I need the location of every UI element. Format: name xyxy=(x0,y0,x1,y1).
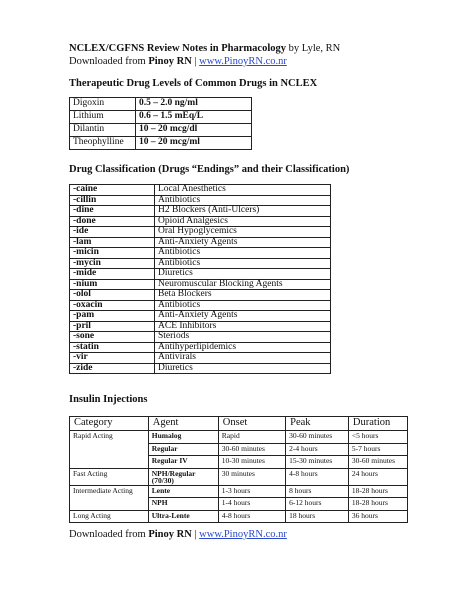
drug-class: Steriods xyxy=(155,332,331,343)
drug-class: ACE Inhibitors xyxy=(155,321,331,332)
drug-ending: -nium xyxy=(70,279,155,290)
insulin-agent: Regular xyxy=(148,443,218,456)
table-row xyxy=(70,269,331,280)
insulin-duration: 5-7 hours xyxy=(348,443,407,456)
drug-class: Diuretics xyxy=(155,363,331,374)
insulin-category: Fast Acting xyxy=(70,468,149,485)
table-row xyxy=(70,311,331,322)
drug-ending: -statin xyxy=(70,342,155,353)
therapeutic-title: Therapeutic Drug Levels of Common Drugs in NCLEX xyxy=(69,78,318,89)
therapeutic-level: 0.5 – 2.0 ng/ml xyxy=(136,98,252,111)
footer-downloaded-from: Downloaded from xyxy=(69,529,146,540)
drug-class: Oral Hypoglycemics xyxy=(155,227,331,238)
table-row xyxy=(70,498,408,511)
insulin-onset: 30-60 minutes xyxy=(218,443,285,456)
insulin-duration: 24 hours xyxy=(348,468,407,485)
table-row xyxy=(70,206,331,217)
table-row xyxy=(70,443,408,456)
source-name: Pinoy RN xyxy=(148,56,192,67)
drug-ending: -sone xyxy=(70,332,155,343)
drug-ending: -cillin xyxy=(70,195,155,206)
table-row xyxy=(70,300,331,311)
drug-class: Antibiotics xyxy=(155,248,331,259)
table-row xyxy=(70,456,408,469)
table-row xyxy=(70,342,331,353)
insulin-agent: Lente xyxy=(148,485,218,498)
table-row xyxy=(70,353,331,364)
footer xyxy=(69,529,287,540)
drug-class: Antibiotics xyxy=(155,300,331,311)
drug-class: Antibiotics xyxy=(155,195,331,206)
insulin-duration: 30-60 minutes xyxy=(348,456,407,469)
drug-class: Antibiotics xyxy=(155,258,331,269)
insulin-peak: 4-8 hours xyxy=(286,468,349,485)
footer-source-link[interactable]: www.PinoyRN.co.nr xyxy=(199,529,287,540)
drug-name: Theophylline xyxy=(70,137,136,150)
insulin-agent: NPH xyxy=(148,498,218,511)
drug-ending: -zide xyxy=(70,363,155,374)
source-link[interactable]: www.PinoyRN.co.nr xyxy=(199,56,287,67)
drug-classification-table xyxy=(69,184,331,374)
table-row xyxy=(70,510,408,523)
column-header: Agent xyxy=(148,417,218,431)
header-title-line xyxy=(69,43,340,54)
insulin-peak: 15-30 minutes xyxy=(286,456,349,469)
drug-ending: -vir xyxy=(70,353,155,364)
drug-ending: -oxacin xyxy=(70,300,155,311)
insulin-category: Long Acting xyxy=(70,510,149,523)
insulin-category: Intermediate Acting xyxy=(70,485,149,498)
insulin-table xyxy=(69,416,408,523)
drug-class: Opioid Analgesics xyxy=(155,216,331,227)
drug-class: Beta Blockers xyxy=(155,290,331,301)
table-row xyxy=(70,111,252,124)
insulin-agent: Humalog xyxy=(148,431,218,444)
therapeutic-levels-table xyxy=(69,97,252,150)
insulin-duration: <5 hours xyxy=(348,431,407,444)
table-row xyxy=(70,237,331,248)
drug-class: H2 Blockers (Anti-Ulcers) xyxy=(155,206,331,217)
insulin-title: Insulin Injections xyxy=(69,394,148,405)
insulin-duration: 18-28 hours xyxy=(348,485,407,498)
table-row xyxy=(70,258,331,269)
column-header: Peak xyxy=(286,417,349,431)
drug-class: Antihyperlipidemics xyxy=(155,342,331,353)
therapeutic-level: 10 – 20 mcg/ml xyxy=(136,137,252,150)
table-row xyxy=(70,195,331,206)
drug-class: Antivirals xyxy=(155,353,331,364)
footer-source-name: Pinoy RN xyxy=(148,529,192,540)
drug-ending: -mide xyxy=(70,269,155,280)
column-header: Duration xyxy=(348,417,407,431)
insulin-peak: 8 hours xyxy=(286,485,349,498)
insulin-category xyxy=(70,498,149,511)
column-header: Category xyxy=(70,417,149,431)
insulin-onset: 1-3 hours xyxy=(218,485,285,498)
drug-ending: -dine xyxy=(70,206,155,217)
drug-name: Dilantin xyxy=(70,124,136,137)
table-row xyxy=(70,279,331,290)
drug-class: Local Anesthetics xyxy=(155,185,331,196)
insulin-peak: 6-12 hours xyxy=(286,498,349,511)
insulin-category: Rapid Acting xyxy=(70,431,149,444)
drug-ending: -pril xyxy=(70,321,155,332)
insulin-agent: Ultra-Lente xyxy=(148,510,218,523)
insulin-category xyxy=(70,456,149,469)
insulin-onset: 10-30 minutes xyxy=(218,456,285,469)
table-row xyxy=(70,248,331,259)
table-row xyxy=(70,137,252,150)
author: by Lyle, RN xyxy=(288,43,341,54)
insulin-category xyxy=(70,443,149,456)
insulin-duration: 36 hours xyxy=(348,510,407,523)
table-row xyxy=(70,332,331,343)
drug-class: Neuromuscular Blocking Agents xyxy=(155,279,331,290)
insulin-agent: NPH/Regular (70/30) xyxy=(148,468,218,485)
drug-ending: -olol xyxy=(70,290,155,301)
insulin-peak: 30-60 minutes xyxy=(286,431,349,444)
drug-name: Lithium xyxy=(70,111,136,124)
insulin-peak: 18 hours xyxy=(286,510,349,523)
classification-title: Drug Classification (Drugs “Endings” and their Classification) xyxy=(69,164,350,175)
drug-ending: -pam xyxy=(70,311,155,322)
column-header: Onset xyxy=(218,417,285,431)
table-row xyxy=(70,321,331,332)
drug-ending: -done xyxy=(70,216,155,227)
drug-class: Anti-Anxiety Agents xyxy=(155,237,331,248)
insulin-onset: Rapid xyxy=(218,431,285,444)
table-row xyxy=(70,431,408,444)
table-row xyxy=(70,363,331,374)
table-row xyxy=(70,185,331,196)
drug-ending: -lam xyxy=(70,237,155,248)
therapeutic-level: 10 – 20 mcg/dl xyxy=(136,124,252,137)
drug-ending: -mycin xyxy=(70,258,155,269)
table-row xyxy=(70,124,252,137)
table-row xyxy=(70,216,331,227)
insulin-agent: Regular IV xyxy=(148,456,218,469)
table-row xyxy=(70,485,408,498)
drug-class: Diuretics xyxy=(155,269,331,280)
drug-ending: -caine xyxy=(70,185,155,196)
separator: | xyxy=(194,56,197,67)
insulin-onset: 30 minutes xyxy=(218,468,285,485)
insulin-peak: 2-4 hours xyxy=(286,443,349,456)
table-row xyxy=(70,290,331,301)
table-row xyxy=(70,468,408,485)
header-source-line xyxy=(69,56,287,67)
insulin-onset: 4-8 hours xyxy=(218,510,285,523)
drug-name: Digoxin xyxy=(70,98,136,111)
page-title: NCLEX/CGFNS Review Notes in Pharmacology xyxy=(69,43,286,54)
table-row xyxy=(70,227,331,238)
footer-separator: | xyxy=(194,529,197,540)
drug-class: Anti-Anxiety Agents xyxy=(155,311,331,322)
downloaded-from-label: Downloaded from xyxy=(69,56,146,67)
insulin-onset: 1-4 hours xyxy=(218,498,285,511)
table-row xyxy=(70,98,252,111)
therapeutic-level: 0.6 – 1.5 mEq/L xyxy=(136,111,252,124)
drug-ending: -micin xyxy=(70,248,155,259)
drug-ending: -ide xyxy=(70,227,155,238)
insulin-duration: 18-28 hours xyxy=(348,498,407,511)
